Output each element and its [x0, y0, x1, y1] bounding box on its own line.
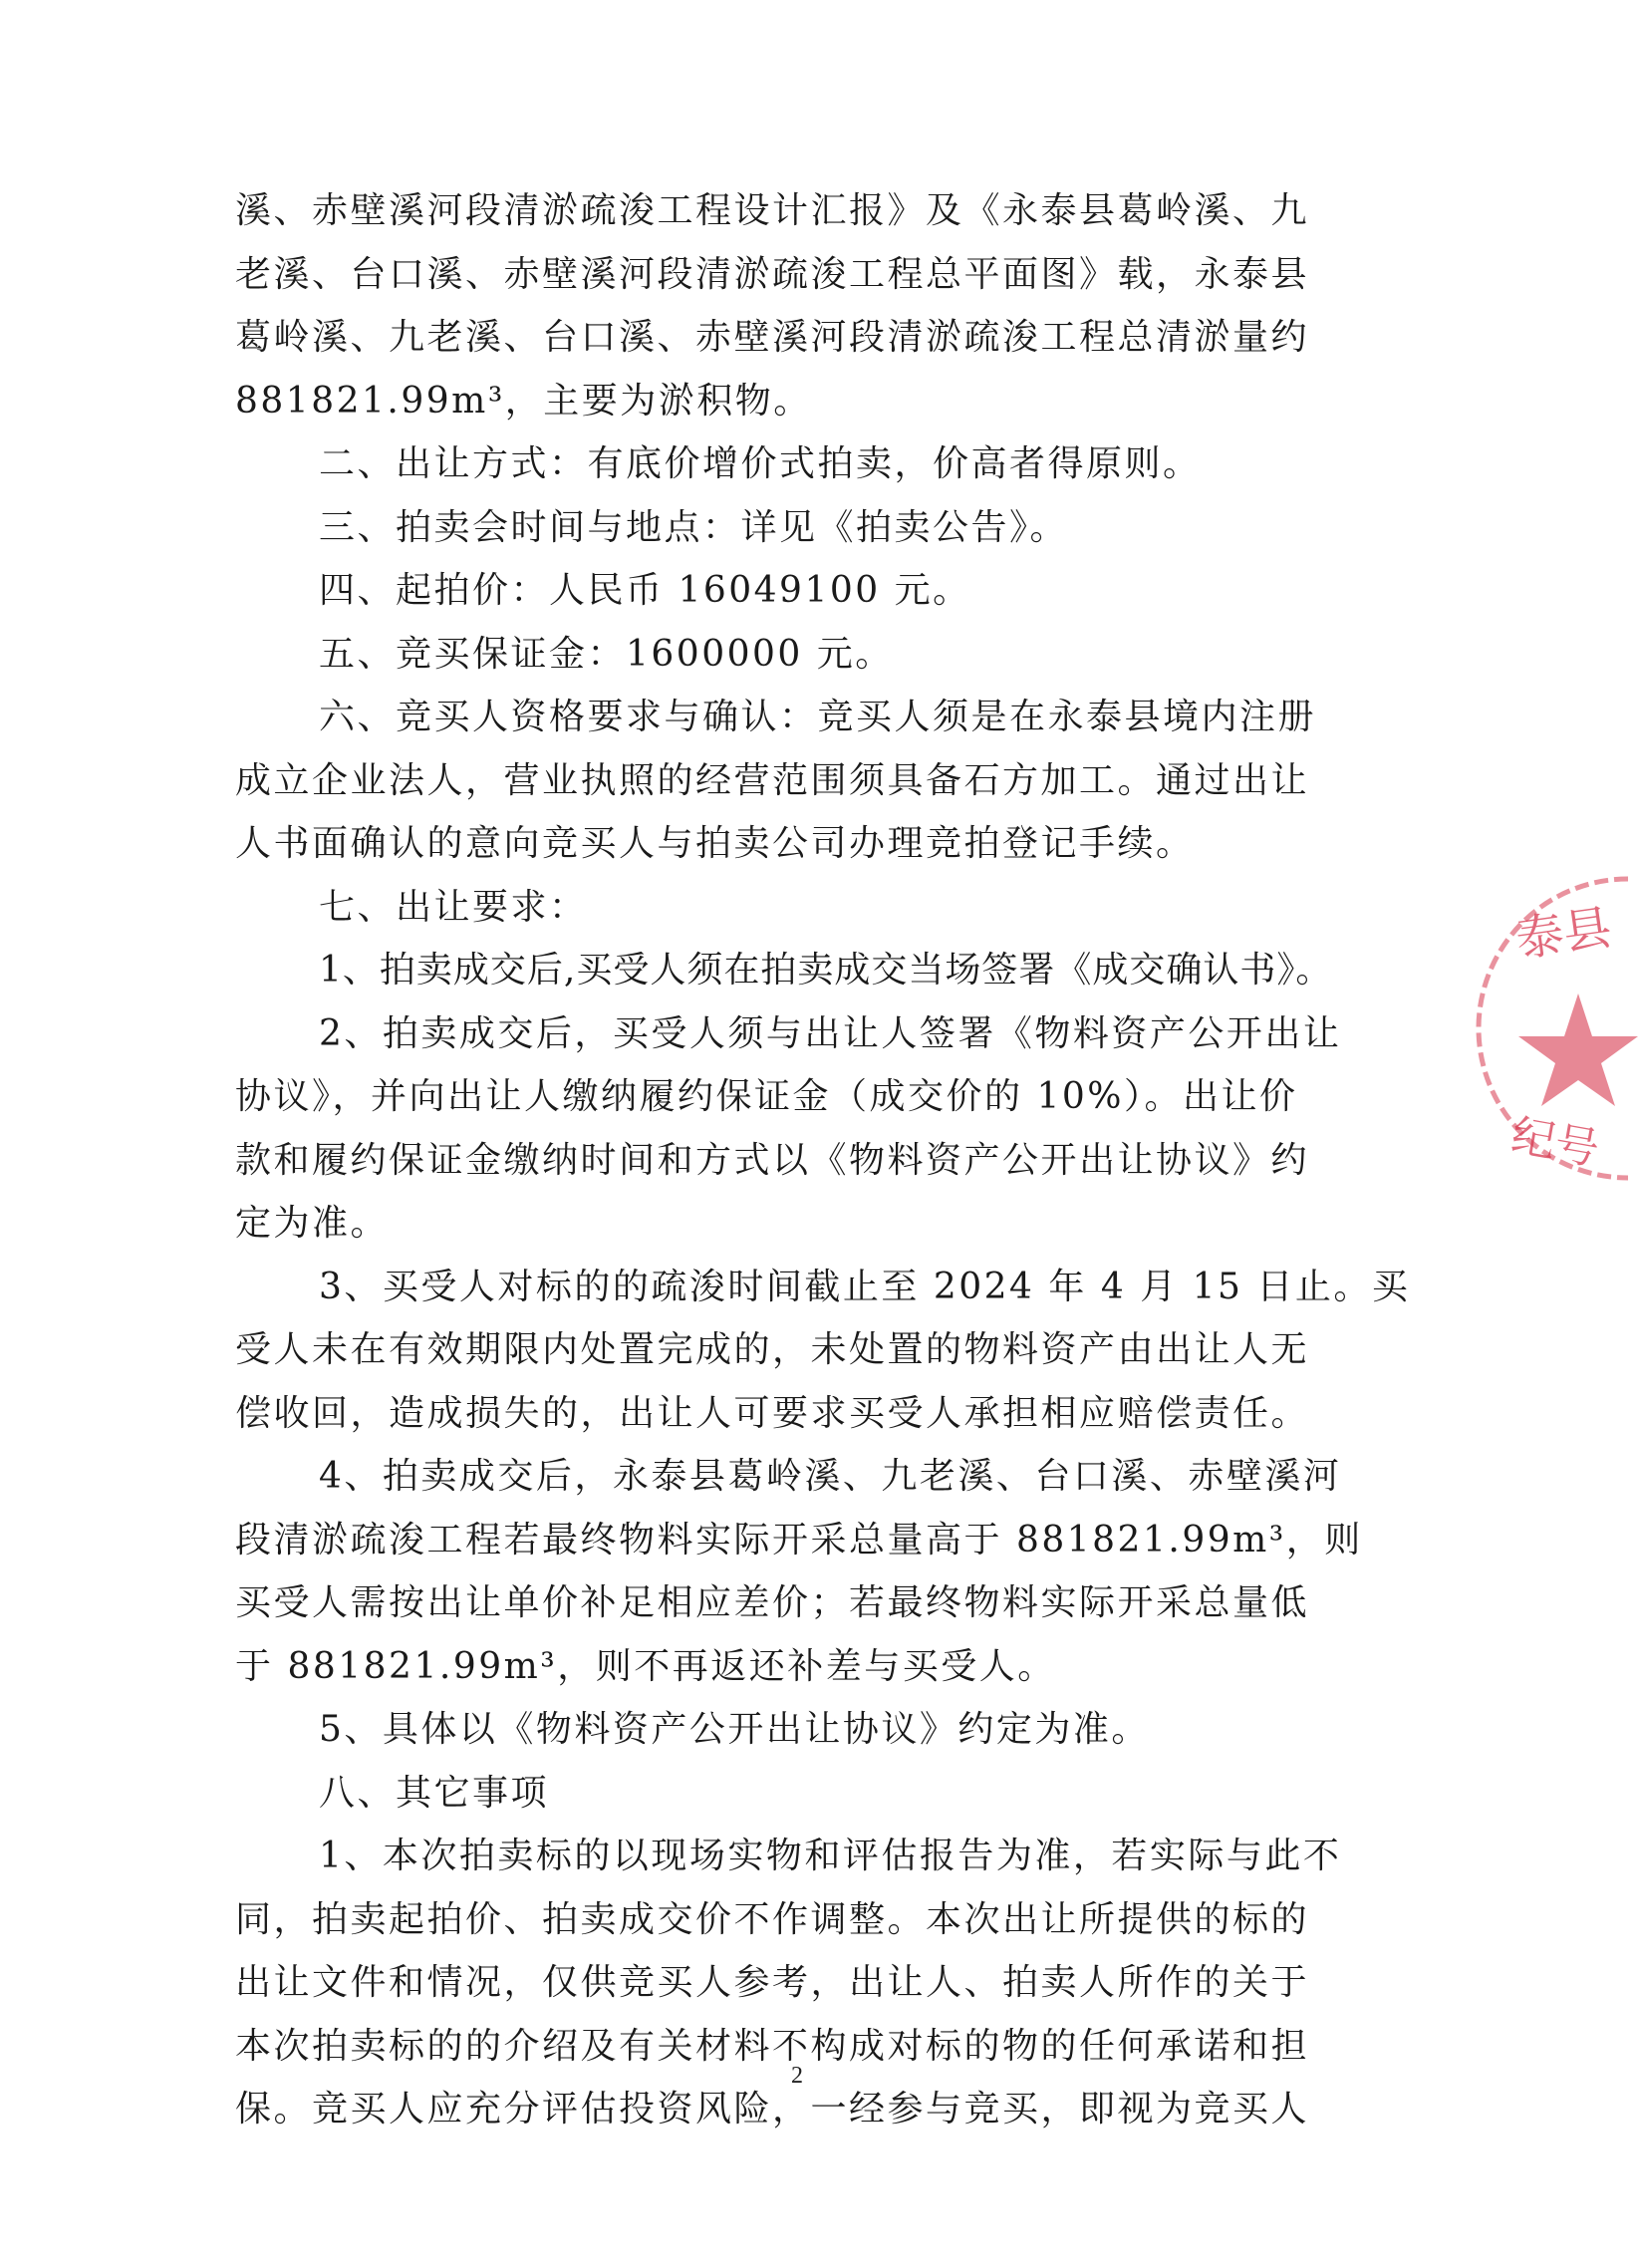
- requirement-item-3: 3、买受人对标的的疏浚时间截止至 2024 年 4 月 15 日止。买: [319, 1266, 1411, 1307]
- text-line: 段清淤疏浚工程若最终物料实际开采总量高于 881821.99m³，则: [235, 1519, 1363, 1560]
- text-line: 买受人需按出让单价补足相应差价；若最终物料实际开采总量低: [235, 1582, 1310, 1623]
- official-seal: [1469, 859, 1638, 1188]
- text-line: 人书面确认的意向竞买人与拍卖公司办理竞拍登记手续。: [235, 823, 1195, 864]
- requirement-item-2: 2、拍卖成交后，买受人须与出让人签署《物料资产公开出让: [319, 1012, 1342, 1054]
- section-heading-qualification: 六、竞买人资格要求与确认：竞买人须是在永泰县境内注册: [319, 697, 1317, 737]
- text-line: 偿收回，造成损失的，出让人可要求买受人承担相应赔偿责任。: [235, 1392, 1310, 1434]
- section-heading-requirements: 七、出让要求：: [319, 886, 588, 928]
- text-line: 溪、赤壁溪河段清淤疏浚工程设计汇报》及《永泰县葛岭溪、九: [235, 190, 1310, 231]
- text-line: 881821.99m³，主要为淤积物。: [235, 380, 812, 422]
- section-heading-start-price: 四、起拍价：人民币 16049100 元。: [319, 570, 971, 611]
- text-line: 本次拍卖标的的介绍及有关材料不构成对标的物的任何承诺和担: [235, 2025, 1310, 2067]
- text-line: 于 881821.99m³，则不再返还补差与买受人。: [235, 1645, 1056, 1687]
- section-heading-other: 八、其它事项: [319, 1772, 550, 1814]
- text-line: 款和履约保证金缴纳时间和方式以《物料资产公开出让协议》约: [235, 1139, 1310, 1181]
- requirement-item-4: 4、拍卖成交后，永泰县葛岭溪、九老溪、台口溪、赤壁溪河: [319, 1456, 1342, 1497]
- section-heading-time-place: 三、拍卖会时间与地点：详见《拍卖公告》。: [319, 506, 1069, 548]
- text-line: 协议》，并向出让人缴纳履约保证金（成交价的 10%）。出让价: [235, 1076, 1298, 1117]
- requirement-item-1: 1、拍卖成交后,买受人须在拍卖成交当场签署《成交确认书》。: [319, 950, 1333, 991]
- section-heading-deposit: 五、竞买保证金：1600000 元。: [319, 633, 894, 675]
- text-line: 同，拍卖起拍价、拍卖成交价不作调整。本次出让所提供的标的: [235, 1898, 1310, 1940]
- other-item-1: 1、本次拍卖标的以现场实物和评估报告为准，若实际与此不: [319, 1836, 1342, 1876]
- text-line: 受人未在有效期限内处置完成的，未处置的物料资产由出让人无: [235, 1329, 1310, 1370]
- section-heading-method: 二、出让方式：有底价增价式拍卖，价高者得原则。: [319, 443, 1202, 484]
- text-line: 定为准。: [235, 1203, 390, 1244]
- text-line: 老溪、台口溪、赤壁溪河段清淤疏浚工程总平面图》载，永泰县: [235, 253, 1310, 295]
- text-line: 出让文件和情况，仅供竞买人参考，出让人、拍卖人所作的关于: [235, 1962, 1310, 2003]
- page-number: 2: [791, 2063, 803, 2089]
- text-line: 保。竞买人应充分评估投资风险，一经参与竞买，即视为竞买人: [235, 2089, 1310, 2129]
- seal-top-text: 泰县: [1511, 899, 1615, 969]
- body-text: [235, 179, 1411, 2141]
- seal-star-icon: [1518, 993, 1638, 1106]
- text-line: 成立企业法人，营业执照的经营范围须具备石方加工。通过出让: [235, 759, 1310, 801]
- requirement-item-5: 5、具体以《物料资产公开出让协议》约定为准。: [319, 1709, 1150, 1750]
- text-line: 葛岭溪、九老溪、台口溪、赤壁溪河段清淤疏浚工程总清淤量约: [235, 317, 1310, 358]
- seal-bottom-text: 纪号: [1507, 1110, 1603, 1176]
